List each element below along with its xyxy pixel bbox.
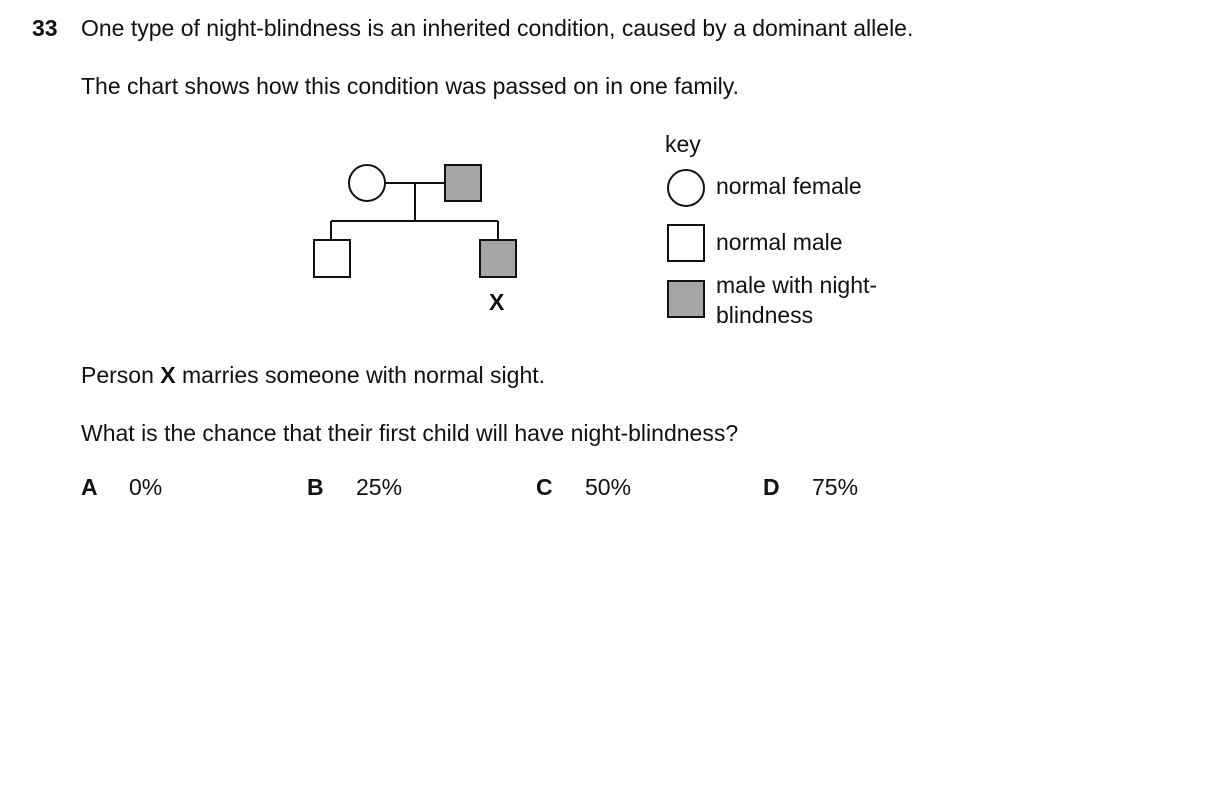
key-label-affected-male: male with night-blindness: [716, 272, 878, 328]
question-stem-line1: One type of night-blindness is an inherited condition, caused by a dominant allele.: [81, 15, 914, 41]
child-normal-male-symbol: [314, 240, 350, 277]
marries-prefix: Person: [81, 362, 161, 388]
father-affected-male-symbol: [445, 165, 481, 201]
option-d-letter[interactable]: D: [763, 474, 780, 500]
marries-person: X: [160, 362, 176, 388]
marries-suffix: marries someone with normal sight.: [175, 362, 546, 388]
option-b-value[interactable]: 25%: [356, 474, 403, 500]
mother-normal-female-symbol: [349, 165, 385, 201]
option-d-value[interactable]: 75%: [812, 474, 859, 500]
person-x-affected-male-symbol: [480, 240, 516, 277]
option-c-value[interactable]: 50%: [585, 474, 632, 500]
person-x-label: X: [489, 289, 505, 315]
key-label-normal-female: normal female: [716, 173, 862, 199]
option-a-letter[interactable]: A: [81, 474, 98, 500]
option-a-value[interactable]: 0%: [129, 474, 163, 500]
key-title: key: [665, 131, 701, 157]
marries-sentence: [81, 361, 545, 389]
key-affected-male-symbol: [668, 281, 704, 317]
key-normal-female-symbol: [668, 170, 704, 206]
option-b-letter[interactable]: B: [307, 474, 324, 500]
key-label-normal-male: normal male: [716, 229, 843, 255]
key-normal-male-symbol: [668, 225, 704, 261]
question-prompt: What is the chance that their first child will have night-blindness?: [81, 420, 739, 446]
question-stem-line2: The chart shows how this condition was passed on in one family.: [81, 73, 739, 99]
option-c-letter[interactable]: C: [536, 474, 553, 500]
question-number: 33: [32, 15, 58, 41]
